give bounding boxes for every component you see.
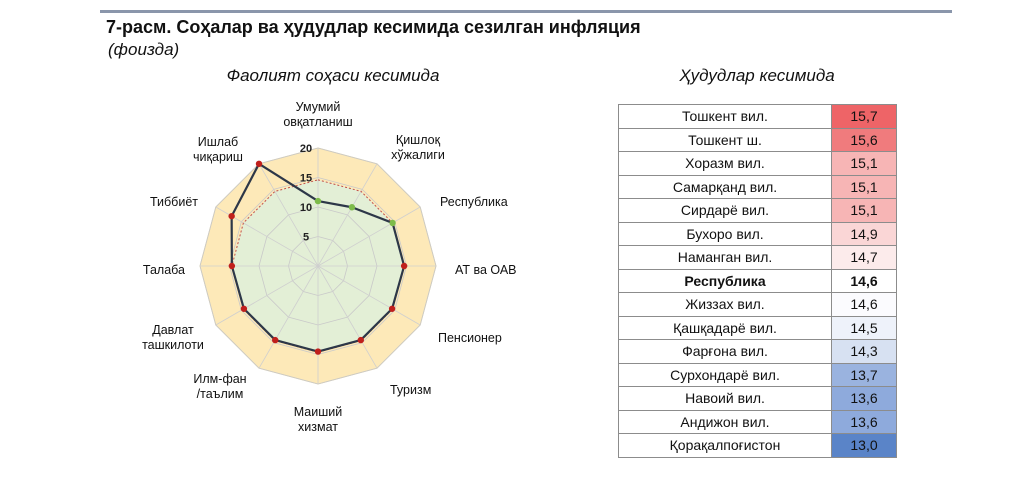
table-row: [619, 410, 897, 434]
data-point: [256, 161, 262, 167]
axis-label: Маиший хизмат: [293, 405, 343, 434]
data-point: [389, 306, 395, 312]
tick-label: 5: [302, 231, 310, 244]
region-value-cell: 14,6: [832, 269, 897, 293]
table-row: [619, 128, 897, 152]
axis-label: Республика: [440, 195, 508, 209]
table-row: [619, 434, 897, 458]
radar-chart: [100, 86, 540, 466]
data-point: [228, 213, 234, 219]
region-name-cell: Андижон вил.: [619, 410, 832, 434]
region-name-cell: Қашқадарё вил.: [619, 316, 832, 340]
region-value-cell: 13,0: [832, 434, 897, 458]
data-point: [401, 263, 407, 269]
data-point: [315, 348, 321, 354]
table-row: [619, 293, 897, 317]
region-value-cell: 15,7: [832, 105, 897, 129]
region-value-cell: 15,1: [832, 199, 897, 223]
table-row: [619, 105, 897, 129]
region-table-title: Ҳудудлар кесимида: [679, 66, 835, 85]
tick-label: 20: [299, 143, 313, 155]
region-name-cell: Қорақалпоғистон: [619, 434, 832, 458]
data-point: [315, 198, 321, 204]
axis-label: Ишлаб чиқариш: [193, 135, 243, 164]
table-row: [619, 152, 897, 176]
region-name-cell: Сурхондарё вил.: [619, 363, 832, 387]
table-row: [619, 175, 897, 199]
table-row: [619, 199, 897, 223]
table-row: [619, 316, 897, 340]
axis-label: АТ ва ОАВ: [455, 263, 517, 277]
region-name-cell: Тошкент ш.: [619, 128, 832, 152]
radar-chart-title: Фаолият соҳаси кесимида: [226, 66, 440, 85]
region-name-cell: Республика: [619, 269, 832, 293]
tick-label: 15: [299, 172, 313, 185]
region-value-cell: 14,6: [832, 293, 897, 317]
axis-label: Умумий овқатланиш: [283, 100, 353, 129]
region-name-cell: Навоий вил.: [619, 387, 832, 411]
figure-title: 7-расм. Соҳалар ва ҳудудлар кесимида сезилган инфляция: [106, 17, 641, 37]
axis-label: Пенсионер: [438, 331, 502, 345]
data-point: [229, 263, 235, 269]
figure-subtitle: (фоизда): [108, 40, 180, 59]
region-value-cell: 13,6: [832, 387, 897, 411]
region-name-cell: Наманган вил.: [619, 246, 832, 270]
region-value-cell: 14,9: [832, 222, 897, 246]
region-value-cell: 13,7: [832, 363, 897, 387]
region-value-cell: 14,3: [832, 340, 897, 364]
axis-label: Талаба: [142, 263, 185, 277]
table-row: [619, 363, 897, 387]
tick-label: 10: [299, 202, 313, 214]
table-row: [619, 269, 897, 293]
data-point: [358, 337, 364, 343]
header-rule: [100, 10, 952, 13]
region-value-cell: 14,7: [832, 246, 897, 270]
region-value-cell: 13,6: [832, 410, 897, 434]
region-value-cell: 14,5: [832, 316, 897, 340]
table-row: [619, 222, 897, 246]
axis-label: Туризм: [390, 383, 432, 397]
region-value-cell: 15,6: [832, 128, 897, 152]
region-table: [618, 104, 897, 458]
axis-label: Илм-фан /таълим: [193, 372, 247, 401]
axis-label: Қишлоқ хўжалиги: [391, 133, 445, 162]
table-row: [619, 246, 897, 270]
region-name-cell: Хоразм вил.: [619, 152, 832, 176]
axis-label: Тиббиёт: [149, 195, 198, 209]
region-name-cell: Самарқанд вил.: [619, 175, 832, 199]
region-value-cell: 15,1: [832, 152, 897, 176]
region-name-cell: Тошкент вил.: [619, 105, 832, 129]
data-point: [389, 220, 395, 226]
region-name-cell: Сирдарё вил.: [619, 199, 832, 223]
axis-label: Давлат ташкилоти: [142, 323, 204, 352]
data-point: [349, 204, 355, 210]
region-name-cell: Бухоро вил.: [619, 222, 832, 246]
region-name-cell: Жиззах вил.: [619, 293, 832, 317]
data-point: [241, 306, 247, 312]
table-row: [619, 387, 897, 411]
table-row: [619, 340, 897, 364]
data-point: [272, 337, 278, 343]
region-name-cell: Фарғона вил.: [619, 340, 832, 364]
region-value-cell: 15,1: [832, 175, 897, 199]
